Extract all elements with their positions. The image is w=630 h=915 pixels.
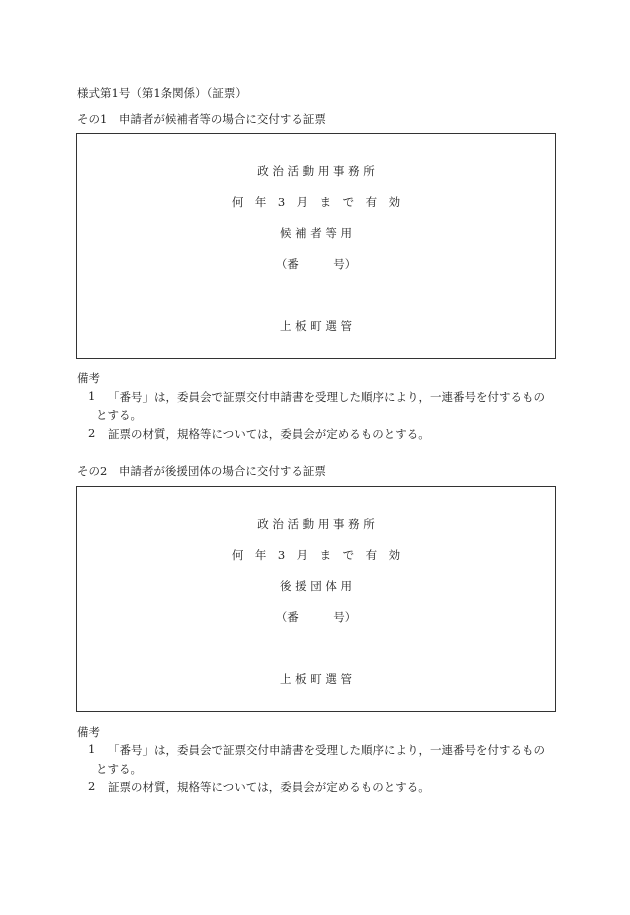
remark-2-1-text: 「番号」は，委員会で証票交付申請書を受理した順序により，一連番号を付するもの	[108, 743, 545, 757]
section-2-heading: その2 申請者が後援団体の場合に交付する証票	[77, 464, 326, 478]
certificate-card-2	[76, 486, 556, 712]
card-2-number: （番 号）	[275, 610, 357, 624]
remark-1-2-num: 2	[88, 426, 96, 440]
remark-1-1-text: 「番号」は，委員会で証票交付申請書を受理した順序により，一連番号を付するもの	[108, 390, 545, 404]
section-1-heading: その1 申請者が候補者等の場合に交付する証票	[77, 112, 326, 126]
remark-2-1-num: 1	[88, 742, 96, 756]
card-2-user-type: 後 援 団 体 用	[279, 579, 353, 593]
card-2-office: 政 治 活 動 用 事 務 所	[257, 517, 375, 531]
remark-2-2-num: 2	[88, 779, 96, 793]
certificate-card-1	[76, 133, 556, 359]
card-1-number: （番 号）	[275, 257, 357, 271]
remark-1-1-cont: とする。	[96, 408, 142, 422]
card-2-issuer: 上 板 町 選 管	[279, 672, 353, 686]
card-1-office: 政 治 活 動 用 事 務 所	[257, 164, 375, 178]
remark-1-2-text: 証票の材質，規格等については，委員会が定めるものとする。	[108, 427, 430, 441]
remarks-2-title: 備考	[77, 725, 100, 739]
form-title: 様式第1号（第1条関係）（証票）	[77, 86, 247, 100]
card-2-validity: 何 年 3 月 ま で 有 効	[231, 548, 401, 562]
card-1-user-type: 候 補 者 等 用	[279, 226, 353, 240]
remark-1-1-num: 1	[88, 389, 96, 403]
remarks-1-title: 備考	[77, 371, 100, 385]
remark-2-2-text: 証票の材質，規格等については，委員会が定めるものとする。	[108, 780, 430, 794]
card-1-issuer: 上 板 町 選 管	[279, 319, 353, 333]
remark-2-1-cont: とする。	[96, 762, 142, 776]
card-1-validity: 何 年 3 月 ま で 有 効	[231, 195, 401, 209]
